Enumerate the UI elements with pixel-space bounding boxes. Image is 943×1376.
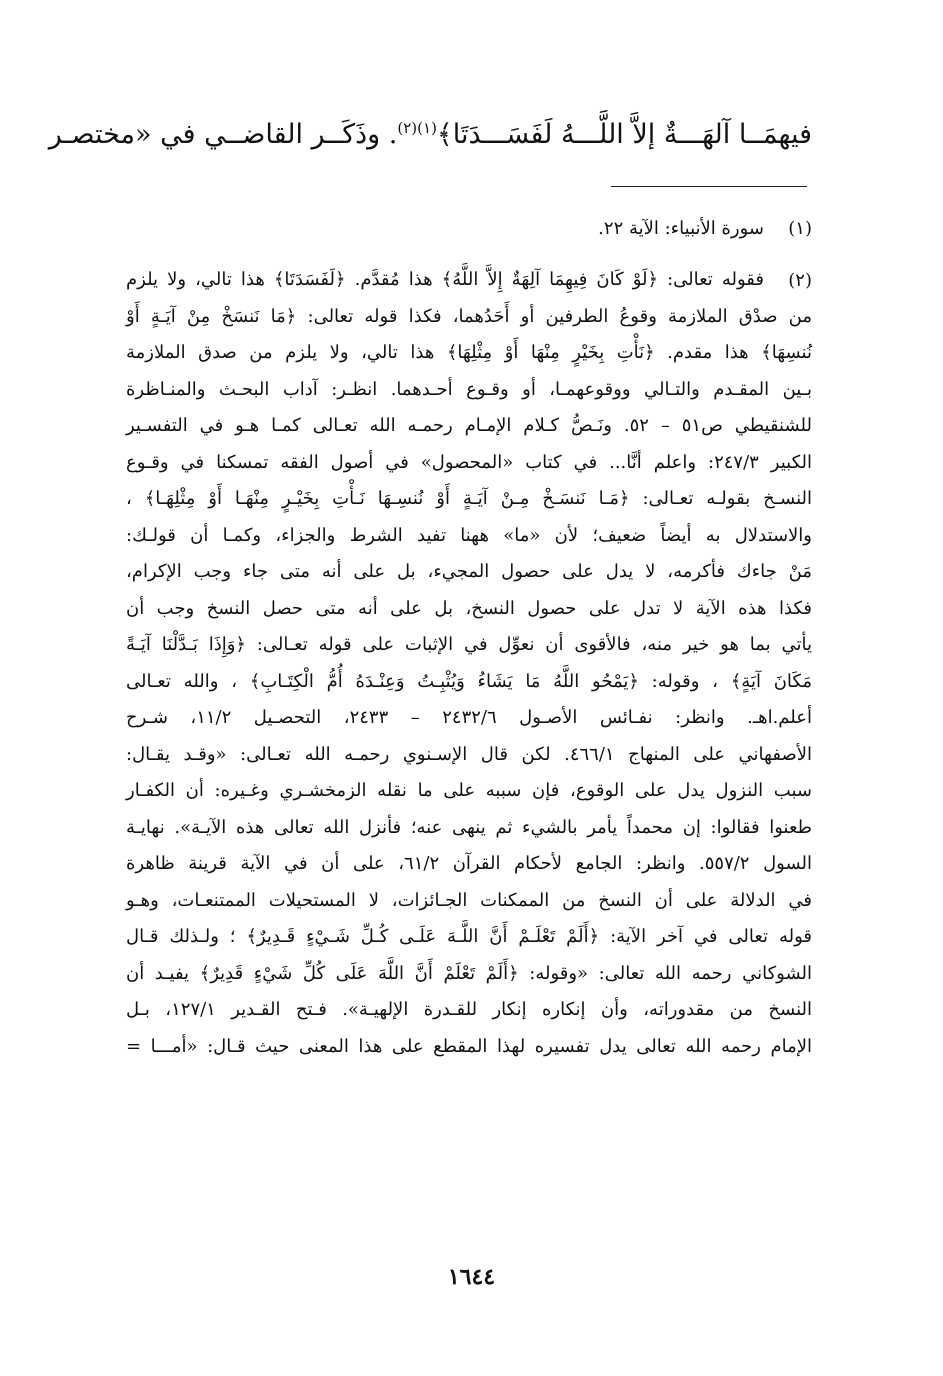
footnote-line: النسخ من مقدوراته، وأن إنكاره إنكار للقـدرة الإلهيـة». فـتح القـدير ١٢٧/١، بـل: [126, 999, 812, 1020]
footnote-reference: (١)(٢): [397, 119, 437, 137]
footnote-text: [126, 262, 812, 1065]
footnote-line: فقوله تعالى: ﴿لَوْ كَانَ فِيهِمَا آلِهَةٌ إِلاَّ اللَّهُ﴾ هذا مُقدَّم. ﴿لَفَسَدَتَا﴾ هذا تالي، ولا يلزم: [126, 269, 764, 290]
footnote-line: الأصفهاني على المنهاج ٤٦٦/١. لكن قال الإسـنوي رحمـه الله تعـالى: «وقـد يقـال:: [126, 743, 812, 765]
main-text-segment: فيهمَــا آلهَـــةٌ إلاَّ اللَّـــهُ لَفَسَـــدَتَا﴾: [436, 119, 812, 150]
footnote-line: طعنوا فقالوا: إن محمداً يأمر بالشيء ثم ينهى عنه؛ فأنزل الله تعالى هذه الآيـة». نهايـة: [126, 816, 812, 838]
footnote-line: سبب النزول يدل على الوقوع، فإن سببه على ما نقله الزمخشـري وغـيره: أن الكفـار: [126, 780, 812, 801]
footnote-line: فكذا هذه الآية لا تدل على حصول النسخ، بل على أنه متى حصل النسخ وجب أن: [126, 597, 812, 619]
main-text-continuation: . وذَكَــر القاضــي في «مختصـر: [48, 119, 398, 150]
footnote-line: سورة الأنبياء: الآية ٢٢.: [598, 218, 764, 239]
footnote-line: الشوكاني رحمه الله تعالى: «وقوله: ﴿أَلَمْ تَعْلَمْ أَنَّ اللَّهَ عَلَى كُلِّ شَيْءٍ قَدِيرٌ﴾ يفيـد أن: [126, 962, 812, 984]
footnote-line: نُنسِهَا﴾ هذا مقدم. ﴿نَأْتِ بِخَيْرٍ مِنْهَا أَوْ مِثْلِهَا﴾ هذا تالي، ولا يلزم من صدق الملازمة: [126, 342, 812, 363]
footnote-line: مَنْ جاءك فأكرمه، لا يدل على حصول المجيء، بل على أنه متى جاء وجب الإكرام،: [126, 561, 812, 582]
footnote-line: في الدلالة على أن النسخ من الممكنات الجـائزات، لا المستحيلات الممتنعـات، وهـو: [126, 889, 812, 911]
footnote-number: (١): [788, 218, 812, 239]
footnote-line: السول ٥٥٧/٢. وانظر: الجامع لأحكام القرآن ٦١/٢، على أن في الآية قرينة ظاهرة: [126, 853, 812, 874]
footnote-line: أعلم.اهـ. وانظر: نفـائس الأصـول ٢٤٣٢/٦ – ٢٤٣٣، التحصـيل ١١/٢، شـرح: [126, 707, 812, 728]
footnote-number: (٢): [788, 270, 812, 291]
footnote-line: يأتي بما هو خير منه، فالأقوى أن نعوِّل في الإثبات على قوله تعـالى: ﴿وَإِذَا بَـدَّلْنَا آيَـةً: [126, 634, 812, 655]
footnote-2: [126, 262, 812, 1065]
footnote-1: [126, 210, 812, 248]
footnote-text: [126, 210, 764, 248]
footnote-line: للشنقيطي ص٥١ – ٥٢. ونَـصُّ كـلام الإمـام رحمـه الله تعـالى كمـا هـو في التفسـير: [126, 415, 812, 436]
footnote-line: من صدْق الملازمة وقوعُ الطرفين أو أَحَدُهما، فكذا قوله تعالى: ﴿مَا نَنسَخْ مِنْ آيَـةٍ أَوْ: [126, 305, 812, 327]
footnote-line: مَكَانَ آيَةٍ﴾ ، وقوله: ﴿يَمْحُو اللَّهُ مَا يَشَاءُ وَيُثْبِـتُ وَعِنْـدَهُ أُمُّ الْكِتَـابِ﴾ ، والله تعـالى: [126, 670, 812, 692]
footnote-separator: [611, 186, 807, 187]
footnotes-section: [126, 210, 812, 1065]
footnote-line: قوله تعالى في آخر الآية: ﴿أَلَمْ تَعْلَـمْ أَنَّ اللَّـهَ عَلَـى كُـلِّ شَـيْءٍ قَـدِيرٌ﴾ ؛ ولـذلك قـال: [126, 926, 812, 947]
main-text-line: [48, 113, 812, 157]
footnote-line: الإمام رحمه الله تعالى يدل تفسيره لهذا المقطع على هذا المعنى حيث قـال: «أمـــا =: [126, 1035, 812, 1057]
footnote-line: والاستدلال به أيضاً ضعيف؛ لأن «ما» ههنا تفيد الشرط والجزاء، وكمـا أن قولـك:: [126, 524, 812, 546]
page-number: ١٦٤٤: [447, 1264, 496, 1290]
footnote-line: النسـخ بقولـه تعـالى: ﴿مَـا نَنسَـخْ مِـنْ آيَـةٍ أَوْ نُنسِـهَا نَـأْتِ بِخَيْـرٍ مِنْهَـا أَوْ مِثْلِهَـا﴾ ،: [126, 488, 812, 509]
footnote-line: بـين المقـدم والتـالي ووقوعهمـا، أو وقـوع أحـدهما. انظـر: آداب البحـث والمنـاظرة: [126, 378, 812, 400]
footnote-line: الكبير ٢٤٧/٣: واعلم أنَّا... في كتاب «المحصول» في أصول الفقه تمسكنا في وقـوع: [126, 451, 812, 473]
